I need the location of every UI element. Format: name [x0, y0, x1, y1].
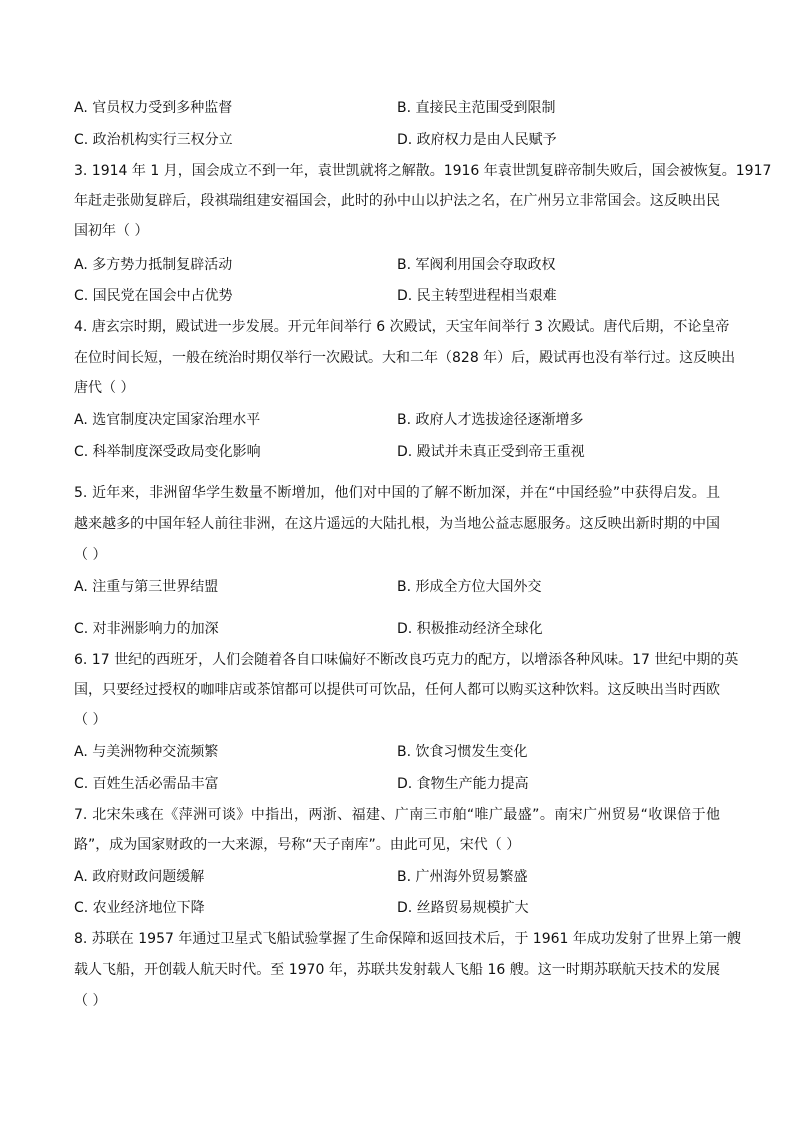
- q6-option-c[interactable]: C. 百姓生活必需品丰富: [74, 776, 219, 792]
- q6-stem-line-1: 6. 17 世纪的西班牙，人们会随着各自口味偏好不断改良巧克力的配方，以增添各种风味。17 世纪中期的英: [74, 652, 739, 668]
- q2-option-c[interactable]: C. 政治机构实行三权分立: [74, 132, 233, 148]
- q4-stem-line-1: 4. 唐玄宗时期，殿试进一步发展。开元年间举行 6 次殿试，天宝年间举行 3 次殿试。唐代后期，不论皇帝: [74, 319, 730, 335]
- q5-option-d[interactable]: D. 积极推动经济全球化: [397, 621, 543, 637]
- q2-option-d[interactable]: D. 政府权力是由人民赋予: [397, 132, 557, 148]
- q3-stem-line-3: 国初年（ ）: [74, 223, 149, 239]
- q7-option-a[interactable]: A. 政府财政问题缓解: [74, 869, 205, 885]
- q3-stem-line-2: 年赶走张勋复辟后，段祺瑞组建安福国会，此时的孙中山以护法之名，在广州另立非常国会。这反映出民: [74, 193, 720, 209]
- q4-option-d[interactable]: D. 殿试并未真正受到帝王重视: [397, 444, 585, 460]
- q4-stem-line-3: 唐代（ ）: [74, 380, 135, 396]
- q5-stem-line-1: 5. 近年来，非洲留华学生数量不断增加，他们对中国的了解不断加深，并在“中国经验”中获得启发。且: [74, 485, 720, 501]
- q6-option-a[interactable]: A. 与美洲物种交流频繁: [74, 744, 219, 760]
- q7-option-c[interactable]: C. 农业经济地位下降: [74, 900, 205, 916]
- q8-stem-line-3: （ ）: [74, 993, 107, 1009]
- q3-option-d[interactable]: D. 民主转型进程相当艰难: [397, 288, 557, 304]
- q3-option-a[interactable]: A. 多方势力抵制复辟活动: [74, 257, 233, 273]
- q6-option-d[interactable]: D. 食物生产能力提高: [397, 776, 529, 792]
- q7-option-b[interactable]: B. 广州海外贸易繁盛: [397, 869, 528, 885]
- q3-option-c[interactable]: C. 国民党在国会中占优势: [74, 288, 233, 304]
- q4-option-a[interactable]: A. 选官制度决定国家治理水平: [74, 412, 261, 428]
- q5-stem-line-2: 越来越多的中国年轻人前往非洲，在这片遥远的大陆扎根，为当地公益志愿服务。这反映出新时期的中国: [74, 516, 720, 532]
- q6-stem-line-2: 国，只要经过授权的咖啡店或茶馆都可以提供可可饮品，任何人都可以购买这种饮料。这反映出当时西欧: [74, 682, 720, 698]
- q4-option-c[interactable]: C. 科举制度深受政局变化影响: [74, 444, 261, 460]
- q2-option-b[interactable]: B. 直接民主范围受到限制: [397, 100, 556, 116]
- q5-option-b[interactable]: B. 形成全方位大国外交: [397, 579, 542, 595]
- q5-stem-line-3: （ ）: [74, 547, 107, 563]
- q7-option-d[interactable]: D. 丝路贸易规模扩大: [397, 900, 529, 916]
- q5-option-c[interactable]: C. 对非洲影响力的加深: [74, 621, 219, 637]
- q8-stem-line-2: 载人飞船，开创载人航天时代。至 1970 年，苏联共发射载人飞船 16 艘。这一时期苏联航天技术的发展: [74, 962, 720, 978]
- q7-stem-line-1: 7. 北宋朱彧在《萍洲可谈》中指出，两浙、福建、广南三市舶“唯广最盛”。南宋广州贸易“收课倍于他: [74, 807, 720, 823]
- q8-stem-line-1: 8. 苏联在 1957 年通过卫星式飞船试验掌握了生命保障和返回技术后，于 1961 年成功发射了世界上第一艘: [74, 931, 741, 947]
- q6-stem-line-3: （ ）: [74, 712, 107, 728]
- q7-stem-line-2: 路”，成为国家财政的一大来源，号称“天子南库”。由此可见，宋代（ ）: [74, 837, 521, 853]
- q4-option-b[interactable]: B. 政府人才选拔途径逐渐增多: [397, 412, 584, 428]
- q2-option-a[interactable]: A. 官员权力受到多种监督: [74, 100, 233, 116]
- q6-option-b[interactable]: B. 饮食习惯发生变化: [397, 744, 528, 760]
- q3-stem-line-1: 3. 1914 年 1 月，国会成立不到一年，袁世凯就将之解散。1916 年袁世凯复辟帝制失败后，国会被恢复。1917: [74, 163, 772, 179]
- q5-option-a[interactable]: A. 注重与第三世界结盟: [74, 579, 219, 595]
- q4-stem-line-2: 在位时间长短，一般在统治时期仅举行一次殿试。大和二年（828 年）后，殿试再也没有举行过。这反映出: [74, 350, 736, 366]
- q3-option-b[interactable]: B. 军阀利用国会夺取政权: [397, 257, 556, 273]
